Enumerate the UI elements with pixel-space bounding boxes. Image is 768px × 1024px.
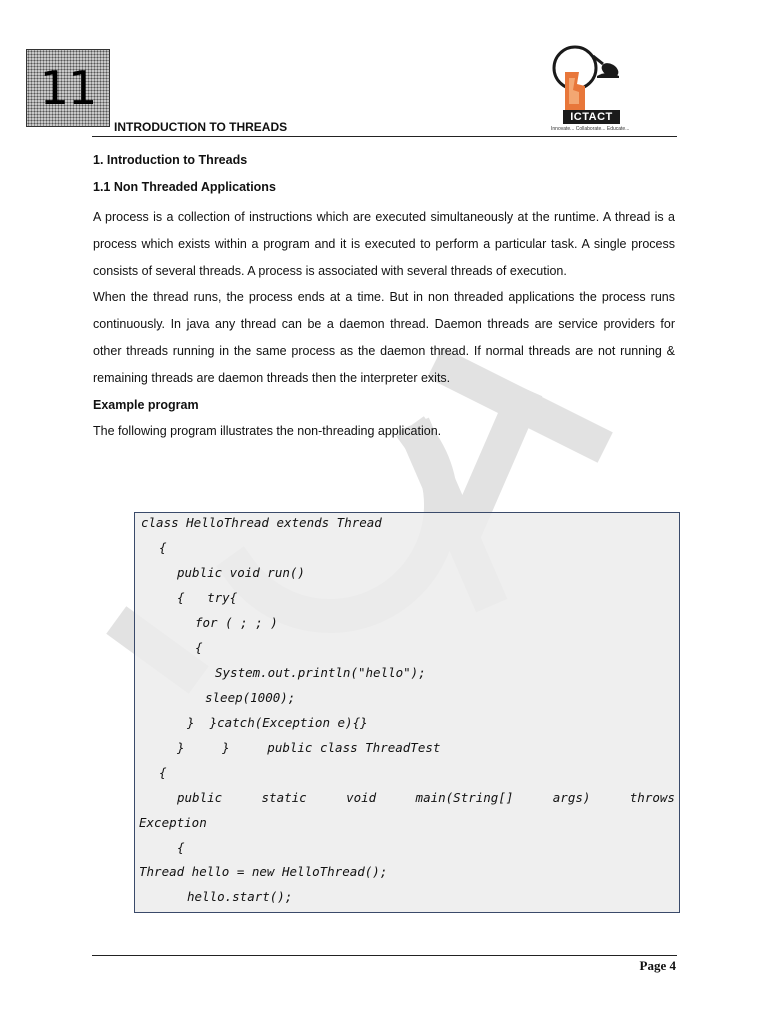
code-token: static	[261, 790, 307, 805]
code-line-main	[177, 790, 675, 805]
code-line: {	[195, 640, 203, 655]
code-token: args)	[552, 790, 591, 805]
code-line: hello.start();	[187, 889, 293, 904]
code-line: {	[159, 540, 167, 555]
code-line: for ( ; ; )	[195, 615, 278, 630]
code-line: Thread hello = new HelloThread();	[139, 864, 388, 879]
page-number: Page 4	[639, 958, 676, 973]
paragraph: A process is a collection of instructions which are executed simultaneously at the runtime. A thread is a process which exists within a program and it is executed to perform a particular task. A single process consists of several threads. A process is associated with several threads of execution.	[93, 210, 675, 278]
code-line: System.out.println("hello");	[215, 665, 426, 680]
subsection-heading: 1.1 Non Threaded Applications	[93, 180, 276, 194]
footer-divider	[92, 955, 677, 956]
chapter-number: 11	[39, 61, 97, 115]
example-label: Example program	[93, 397, 199, 412]
code-token: throws	[629, 790, 675, 805]
logo-tagline: Innovate... Collaborate... Educate...	[551, 126, 630, 132]
chapter-number-box	[26, 49, 110, 127]
code-token: void	[346, 790, 377, 805]
document-body	[93, 150, 675, 445]
header-divider	[92, 136, 677, 137]
code-line: public void run()	[177, 565, 305, 580]
paragraph: When the thread runs, the process ends at a time. But in non threaded applications the process runs continuously. In java any thread can be a daemon thread. Daemon threads are service providers for other threads running in the same process as the daemon thread. If normal threads are not running & remaining threads are daemon threads then the interpreter exits.	[93, 290, 675, 385]
code-line: {	[159, 765, 167, 780]
code-token: main(String[]	[415, 790, 514, 805]
logo-wordmark: ICTACT	[563, 110, 620, 124]
chapter-title: INTRODUCTION TO THREADS	[114, 120, 288, 134]
example-intro: The following program illustrates the non-threading application.	[93, 424, 442, 439]
code-token: public	[177, 790, 223, 805]
section-heading: 1. Introduction to Threads	[93, 153, 248, 167]
code-line: } } public class ThreadTest	[177, 740, 441, 755]
code-line: {	[177, 840, 185, 855]
code-line: { try{	[177, 590, 238, 605]
code-line: class HelloThread extends Thread	[141, 515, 382, 530]
code-line: sleep(1000);	[205, 690, 296, 705]
code-block	[134, 512, 680, 913]
code-line: Exception	[139, 815, 207, 830]
code-line: } }catch(Exception e){}	[187, 715, 368, 730]
